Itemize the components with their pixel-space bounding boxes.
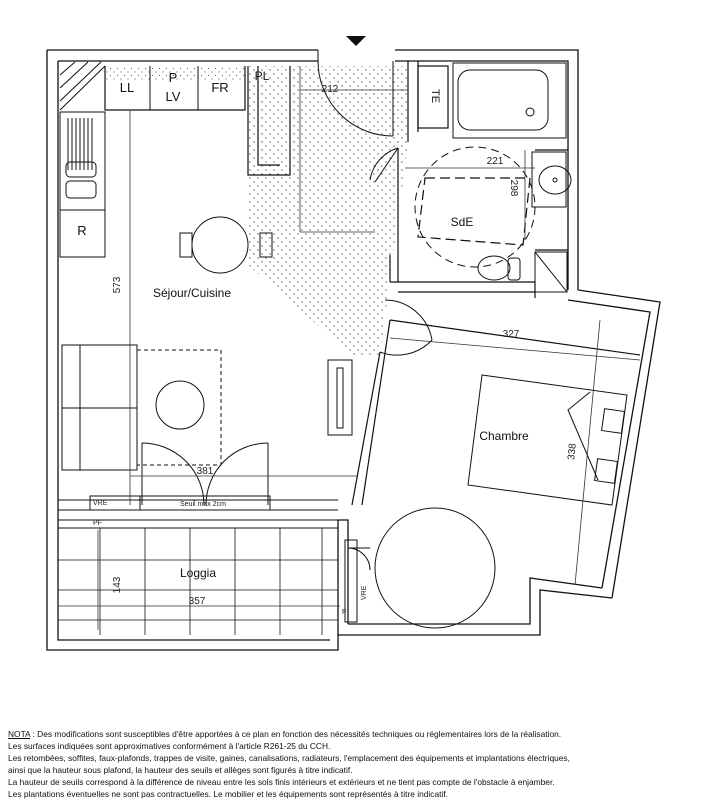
room-label-chambre: Chambre [479, 429, 529, 443]
dim-298: 298 [508, 179, 519, 197]
dim-381: 381 [196, 466, 214, 477]
nota-label: NOTA [8, 729, 31, 739]
dim-221: 221 [486, 156, 504, 167]
dim-338: 338 [566, 442, 579, 461]
label-f: F [342, 609, 347, 616]
dim-573: 573 [112, 276, 123, 294]
plan-notes [8, 728, 713, 800]
note-line-6: Les plantations éventuelles ne sont pas contractuelles. Le mobilier et les équipements sont représentés à titre indicatif. [8, 789, 448, 799]
coffee-table-icon [156, 381, 204, 429]
label-te: TE [429, 88, 441, 104]
living-area-dashed [137, 350, 221, 465]
note-line-5: La hauteur de seuils correspond à la différence de niveau entre les sols finis intérieurs et extérieurs et ne tient pas compte de l'obstacle à enjamber. [8, 777, 555, 787]
label-ll: LL [119, 80, 135, 95]
corner-hatch [60, 62, 105, 110]
room-label-sejour: Séjour/Cuisine [152, 286, 232, 300]
label-vre-2: VRE [361, 585, 368, 600]
note-line-4: ainsi que la hauteur sous plafond, la hauteur des seuils et allèges sont figurés à titre indicatif. [8, 765, 353, 775]
note-line-2: Les surfaces indiquées sont approximatives conformément à l'article R261-25 du CCH. [8, 741, 331, 751]
sink-icon [66, 118, 96, 198]
tv-unit-icon [328, 360, 352, 435]
room-label-sde: SdE [450, 215, 474, 229]
washbasin-icon [532, 152, 571, 207]
shower-icon [453, 63, 566, 138]
label-p: P [168, 70, 178, 85]
sde-turning-circle [415, 147, 535, 267]
entrance-arrow-icon [346, 36, 366, 46]
room-label-loggia: Loggia [179, 566, 217, 580]
label-fr: FR [211, 80, 229, 95]
dim-327: 327 [502, 329, 520, 340]
label-seuil: Seuil max 2cm [180, 501, 226, 508]
dim-357: 357 [188, 596, 206, 607]
note-line-3: Les retombées, soffites, faux-plafonds, trappes de visite, gaines, canalisations, radiateurs, l'emplacement des équipements et implantations électriques, [8, 753, 570, 763]
chambre-turning-circle [375, 508, 495, 628]
label-lv: LV [165, 89, 181, 104]
loggia-tiles [58, 528, 338, 635]
label-pl: PL [254, 69, 270, 83]
dim-212: 212 [321, 84, 339, 95]
label-vre-1: VRE [93, 500, 108, 507]
circulation-zone [248, 66, 408, 355]
label-r: R [77, 223, 87, 238]
label-pf: PF [93, 520, 102, 527]
note-line-1 [8, 728, 713, 740]
dim-143: 143 [112, 576, 123, 594]
toilet-icon [478, 252, 567, 292]
facade-strip [58, 496, 357, 622]
note-text-1: : Des modifications sont susceptibles d'être apportées à ce plan en fonction des nécessités techniques ou réglementaires lors de la réalisation. [30, 729, 562, 739]
sofa-icon [62, 345, 137, 470]
